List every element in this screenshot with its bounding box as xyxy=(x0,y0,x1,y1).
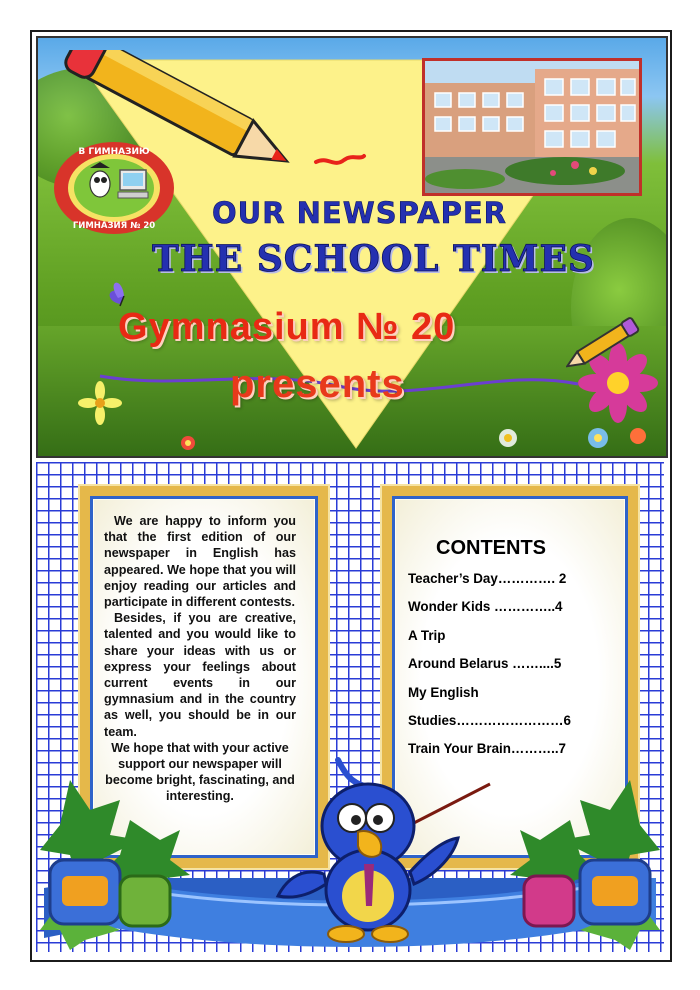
parrot-teacher-mascot xyxy=(268,756,498,946)
contents-item[interactable]: Studies……………………6 xyxy=(408,712,571,728)
intro-paragraph-3: We hope that with your active support our newspaper will become bright, fascinating, and interesting. xyxy=(105,740,295,804)
intro-paragraph-1: We are happy to inform you that the first edition of our newspaper in English has appeared. We hope that you will enjoy reading our articles and participate in different contests. xyxy=(104,514,296,610)
contents-title: CONTENTS xyxy=(436,537,546,559)
contents-item[interactable]: A Trip xyxy=(408,627,446,643)
logo-ring-text-bottom: ГИМНАЗИЯ № 20 xyxy=(72,221,156,231)
contents-item[interactable]: Around Belarus ……....5 xyxy=(408,656,562,672)
contents-item[interactable]: Train Your Brain………..7 xyxy=(408,741,566,757)
small-pencil-icon xyxy=(566,310,656,370)
contents-item[interactable]: My English xyxy=(408,684,479,700)
title-school-times: THE SCHOOL TIMES xyxy=(152,238,595,280)
title-gymnasium: Gymnasium № 20 xyxy=(118,306,456,348)
school-emblem-logo xyxy=(52,140,176,236)
intro-paragraph-2: Besides, if you are creative, talented and you would like to share your ideas with us or express your feelings about current events in our gymnasium and in the country as well, you should be in our team. xyxy=(104,611,296,739)
daisy-icon xyxy=(78,381,122,425)
contents-list xyxy=(408,570,608,769)
leaves-backpack-left xyxy=(40,780,190,950)
school-building-photo xyxy=(422,58,642,196)
contents-item[interactable]: Wonder Kids …………..4 xyxy=(408,599,563,615)
pointer-stick xyxy=(408,784,490,826)
contents-item[interactable]: Teacher’s Day…………. 2 xyxy=(408,571,567,586)
butterfly-icon xyxy=(110,283,124,306)
title-our-newspaper: OUR NEWSPAPER xyxy=(212,196,508,230)
logo-ring-text-top: В ГИМНАЗИЮ xyxy=(78,147,150,157)
leaves-backpack-right xyxy=(510,780,660,950)
title-presents: presents xyxy=(230,362,405,406)
